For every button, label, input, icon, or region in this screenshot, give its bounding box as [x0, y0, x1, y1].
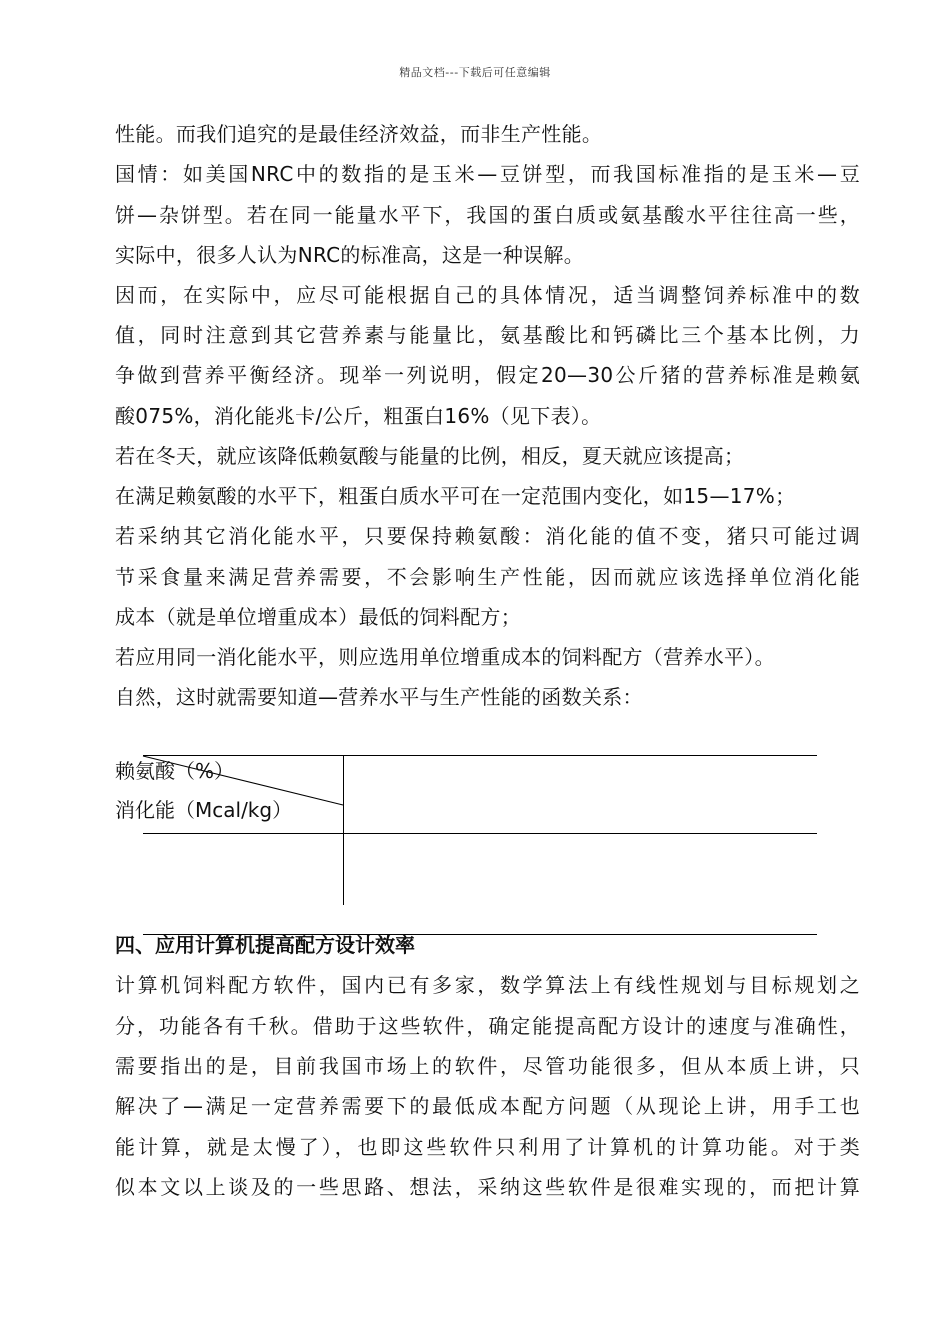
paragraph-line: 实际中，很多人认为NRC的标准高，这是一种误解。 — [115, 243, 585, 267]
table-header-top-label: 赖氨酸（%） — [115, 759, 235, 783]
paragraph-line: 性能。而我们追究的是最佳经济效益，而非生产性能。 — [115, 122, 603, 146]
section-heading: 四、应用计算机提高配方设计效率 — [115, 933, 415, 957]
paragraph-line: 若在冬天，就应该降低赖氨酸与能量的比例，相反，夏天就应该提高； — [115, 444, 745, 468]
paragraph-line: 自然，这时就需要知道—营养水平与生产性能的函数关系： — [115, 685, 643, 709]
page-header: 精品文档---下载后可任意编辑 — [399, 66, 551, 79]
paragraph-line: 成本（就是单位增重成本）最低的饲料配方； — [115, 605, 521, 629]
paragraph-line: 争做到营养平衡经济。现举一列说明，假定20—30公斤猪的营养标准是赖氨 — [115, 363, 860, 387]
section-line: 计算机饲料配方软件，国内已有多家，数学算法上有线性规划与目标规划之 — [115, 973, 860, 997]
section-line: 需要指出的是，目前我国市场上的软件，尽管功能很多，但从本质上讲，只 — [115, 1054, 860, 1078]
section-line: 解决了—满足一定营养需要下的最低成本配方问题（从现论上讲，用手工也 — [115, 1094, 860, 1118]
paragraph-line: 酸075%，消化能兆卡/公斤，粗蛋白16%（见下表）。 — [115, 404, 602, 428]
section-line: 分，功能各有千秋。借助于这些软件，确定能提高配方设计的速度与准确性， — [115, 1014, 860, 1038]
paragraph-line: 在满足赖氨酸的水平下，粗蛋白质水平可在一定范围内变化，如15—17%； — [115, 484, 796, 508]
paragraph-line: 若应用同一消化能水平，则应选用单位增重成本的饲料配方（营养水平）。 — [115, 645, 775, 669]
section-line: 似本文以上谈及的一些思路、想法，采纳这些软件是很难实现的，而把计算 — [115, 1175, 860, 1199]
paragraph-line: 若采纳其它消化能水平，只要保持赖氨酸：消化能的值不变，猪只可能过调 — [115, 524, 860, 548]
paragraph-line: 值，同时注意到其它营养素与能量比，氨基酸比和钙磷比三个基本比例，力 — [115, 323, 860, 347]
paragraph-line: 节采食量来满足营养需要，不会影响生产性能，因而就应该选择单位消化能 — [115, 565, 860, 589]
paragraph-line: 国情：如美国NRC中的数指的是玉米—豆饼型，而我国标准指的是玉米—豆 — [115, 162, 860, 186]
paragraph-line: 因而，在实际中，应尽可能根据自己的具体情况，适当调整饲养标准中的数 — [115, 283, 860, 307]
section-line: 能计算，就是太慢了），也即这些软件只利用了计算机的计算功能。对于类 — [115, 1135, 860, 1159]
table-header-bottom-label: 消化能（Mcal/kg） — [115, 798, 293, 822]
paragraph-line: 饼—杂饼型。若在同一能量水平下，我国的蛋白质或氨基酸水平往往高一些， — [115, 203, 860, 227]
